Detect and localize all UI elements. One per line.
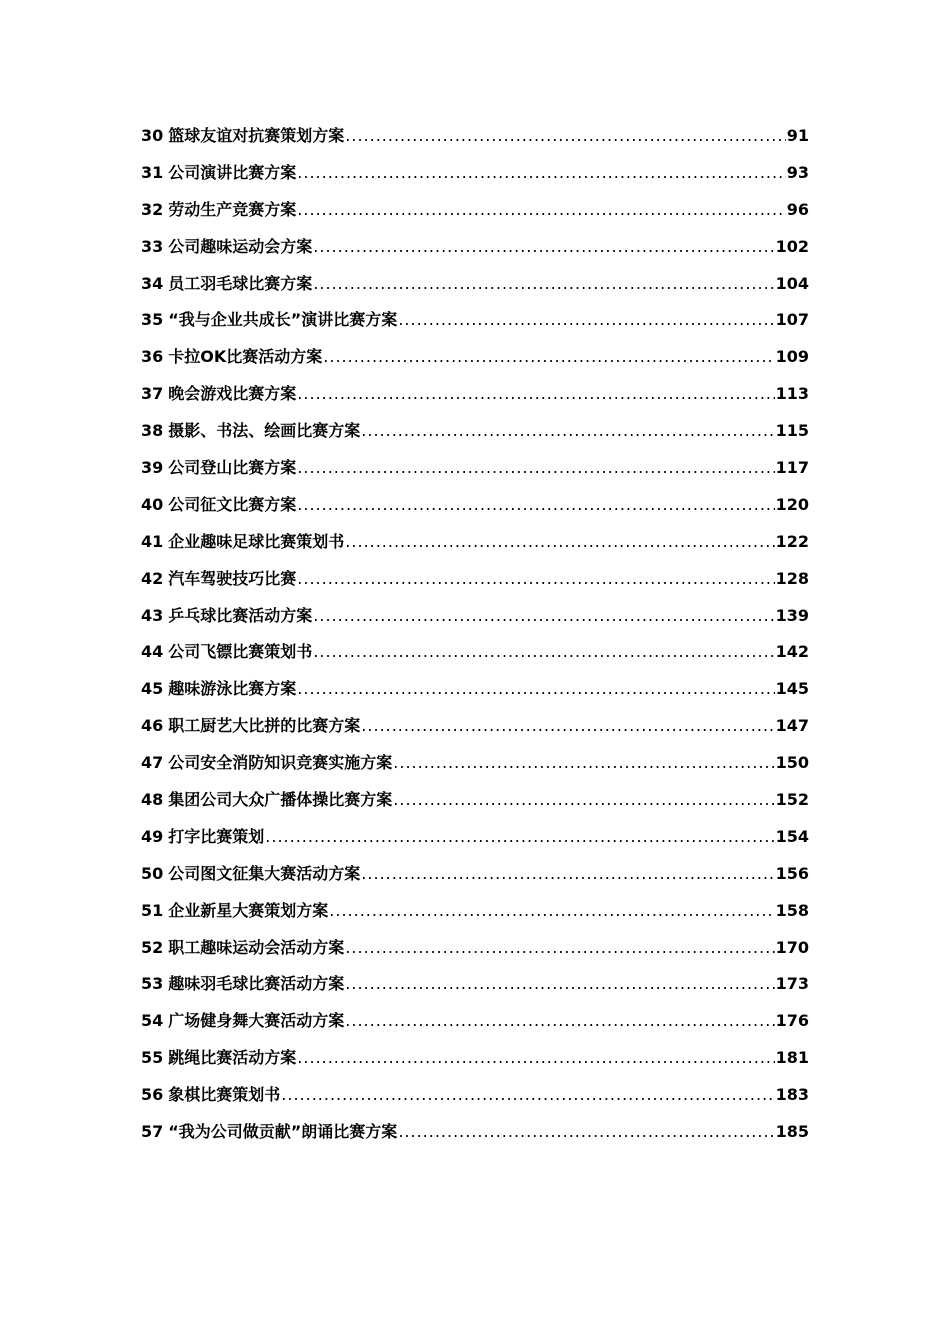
toc-entry-title: 趣味羽毛球比赛活动方案	[168, 974, 345, 994]
toc-entry[interactable]	[141, 419, 809, 456]
toc-dot-leader	[313, 604, 774, 628]
toc-entry-page-number: 156	[775, 863, 809, 883]
toc-entry-title: 乒乓球比赛活动方案	[168, 605, 313, 625]
toc-entry[interactable]	[141, 714, 809, 751]
toc-dot-leader	[297, 567, 774, 591]
toc-entry[interactable]	[141, 456, 809, 493]
toc-entry-title: 广场健身舞大赛活动方案	[168, 1011, 345, 1031]
toc-dot-leader	[297, 456, 774, 480]
toc-dot-leader	[297, 493, 774, 517]
toc-entry[interactable]	[141, 972, 809, 1009]
toc-entry-title: 公司图文征集大赛活动方案	[168, 863, 361, 883]
toc-entry-page-number: 154	[775, 826, 809, 846]
toc-entry-title: 打字比赛策划	[168, 826, 265, 846]
toc-entry-page-number: 176	[775, 1011, 809, 1031]
toc-entry-title: 公司安全消防知识竞赛实施方案	[168, 753, 393, 773]
toc-dot-leader	[393, 751, 774, 775]
toc-entry-number: 36	[141, 347, 164, 367]
toc-dot-leader	[297, 198, 785, 222]
toc-dot-leader	[281, 1083, 774, 1107]
toc-dot-leader	[345, 936, 774, 960]
toc-entry-page-number: 109	[775, 347, 809, 367]
toc-entry-number: 33	[141, 236, 164, 256]
toc-entry-number: 37	[141, 384, 164, 404]
toc-entry-number: 54	[141, 1011, 164, 1031]
toc-entry-title: 公司飞镖比赛策划书	[168, 642, 313, 662]
toc-entry-page-number: 117	[775, 458, 809, 478]
toc-entry-number: 50	[141, 863, 164, 883]
toc-entry-title: 企业新星大赛策划方案	[168, 900, 329, 920]
toc-entry-page-number: 158	[775, 900, 809, 920]
toc-entry[interactable]	[141, 825, 809, 862]
toc-entry[interactable]	[141, 862, 809, 899]
toc-entry-page-number: 107	[775, 310, 809, 330]
toc-entry[interactable]	[141, 308, 809, 345]
toc-entry-title: 公司演讲比赛方案	[168, 162, 297, 182]
toc-entry[interactable]	[141, 751, 809, 788]
toc-entry-page-number: 113	[775, 384, 809, 404]
toc-entry-page-number: 93	[786, 162, 809, 182]
toc-entry-title: 公司趣味运动会方案	[168, 236, 313, 256]
toc-entry-title: 跳绳比赛活动方案	[168, 1048, 297, 1068]
toc-entry-title: 集团公司大众广播体操比赛方案	[168, 790, 393, 810]
toc-entry-number: 51	[141, 900, 164, 920]
toc-entry-page-number: 142	[775, 642, 809, 662]
toc-entry-page-number: 139	[775, 605, 809, 625]
toc-entry-page-number: 96	[786, 199, 809, 219]
toc-entry-title: 劳动生产竞赛方案	[168, 199, 297, 219]
toc-entry-title: “我为公司做贡献”朗诵比赛方案	[168, 1122, 398, 1142]
toc-dot-leader	[297, 1046, 774, 1070]
toc-entry[interactable]	[141, 382, 809, 419]
toc-entry-page-number: 102	[775, 236, 809, 256]
toc-entry-title: 晚会游戏比赛方案	[168, 384, 297, 404]
toc-dot-leader	[265, 825, 774, 849]
toc-entry[interactable]	[141, 1120, 809, 1157]
toc-dot-leader	[345, 124, 785, 148]
toc-entry[interactable]	[141, 1046, 809, 1083]
toc-entry-number: 57	[141, 1122, 164, 1142]
table-of-contents	[141, 124, 809, 1157]
toc-entry[interactable]	[141, 345, 809, 382]
toc-entry-title: 公司登山比赛方案	[168, 458, 297, 478]
toc-dot-leader	[345, 530, 774, 554]
toc-entry[interactable]	[141, 198, 809, 235]
toc-dot-leader	[361, 419, 774, 443]
toc-entry[interactable]	[141, 161, 809, 198]
toc-dot-leader	[323, 345, 774, 369]
toc-dot-leader	[398, 308, 774, 332]
toc-entry-page-number: 173	[775, 974, 809, 994]
toc-entry-number: 39	[141, 458, 164, 478]
toc-dot-leader	[313, 272, 774, 296]
toc-entry[interactable]	[141, 235, 809, 272]
toc-entry[interactable]	[141, 124, 809, 161]
toc-entry-number: 53	[141, 974, 164, 994]
toc-entry-page-number: 170	[775, 937, 809, 957]
toc-entry-number: 49	[141, 826, 164, 846]
toc-entry[interactable]	[141, 1009, 809, 1046]
toc-entry-number: 40	[141, 494, 164, 514]
toc-entry-page-number: 150	[775, 753, 809, 773]
toc-entry-page-number: 145	[775, 679, 809, 699]
toc-dot-leader	[398, 1120, 774, 1144]
toc-dot-leader	[313, 640, 774, 664]
toc-entry-title: 企业趣味足球比赛策划书	[168, 531, 345, 551]
toc-dot-leader	[297, 161, 785, 185]
toc-entry-title: 篮球友谊对抗赛策划方案	[168, 126, 345, 145]
toc-entry-number: 48	[141, 790, 164, 810]
toc-entry-page-number: 91	[786, 126, 809, 145]
toc-entry-number: 47	[141, 753, 164, 773]
toc-entry-number: 38	[141, 421, 164, 441]
toc-entry-title: 象棋比赛策划书	[168, 1085, 281, 1105]
toc-entry[interactable]	[141, 493, 809, 530]
toc-entry[interactable]	[141, 530, 809, 567]
toc-entry-page-number: 183	[775, 1085, 809, 1105]
toc-entry-number: 35	[141, 310, 164, 330]
toc-entry[interactable]	[141, 272, 809, 309]
toc-entry-page-number: 152	[775, 790, 809, 810]
toc-entry-number: 34	[141, 273, 164, 293]
toc-dot-leader	[361, 714, 774, 738]
toc-dot-leader	[361, 862, 774, 886]
toc-entry-number: 43	[141, 605, 164, 625]
toc-entry-page-number: 104	[775, 273, 809, 293]
toc-entry-page-number: 185	[775, 1122, 809, 1142]
toc-entry-number: 45	[141, 679, 164, 699]
toc-entry-page-number: 122	[775, 531, 809, 551]
toc-entry-page-number: 128	[775, 568, 809, 588]
toc-entry-number: 52	[141, 937, 164, 957]
toc-entry-page-number: 147	[775, 716, 809, 736]
toc-entry-number: 55	[141, 1048, 164, 1068]
toc-entry-title: 职工厨艺大比拼的比赛方案	[168, 716, 361, 736]
toc-entry-number: 42	[141, 568, 164, 588]
toc-entry[interactable]	[141, 604, 809, 641]
toc-dot-leader	[329, 899, 774, 923]
toc-entry-title: 汽车驾驶技巧比赛	[168, 568, 297, 588]
toc-dot-leader	[393, 788, 774, 812]
toc-entry[interactable]	[141, 1083, 809, 1120]
toc-entry[interactable]	[141, 936, 809, 973]
toc-dot-leader	[313, 235, 774, 259]
toc-entry-title: 职工趣味运动会活动方案	[168, 937, 345, 957]
toc-entry-page-number: 120	[775, 494, 809, 514]
toc-entry-number: 44	[141, 642, 164, 662]
toc-entry-title: “我与企业共成长”演讲比赛方案	[168, 310, 398, 330]
toc-dot-leader	[297, 677, 774, 701]
toc-dot-leader	[297, 382, 774, 406]
toc-entry[interactable]	[141, 640, 809, 677]
toc-entry-title: 趣味游泳比赛方案	[168, 679, 297, 699]
toc-entry-title: 卡拉OK比赛活动方案	[168, 347, 323, 367]
toc-entry-title: 摄影、书法、绘画比赛方案	[168, 421, 361, 441]
toc-entry[interactable]	[141, 677, 809, 714]
toc-entry-number: 41	[141, 531, 164, 551]
toc-dot-leader	[345, 1009, 774, 1033]
toc-entry-number: 30	[141, 126, 164, 145]
toc-entry-page-number: 115	[775, 421, 809, 441]
toc-entry-number: 46	[141, 716, 164, 736]
toc-entry-number: 32	[141, 199, 164, 219]
toc-dot-leader	[345, 972, 774, 996]
toc-entry-page-number: 181	[775, 1048, 809, 1068]
toc-entry-title: 公司征文比赛方案	[168, 494, 297, 514]
toc-entry[interactable]	[141, 899, 809, 936]
toc-entry-number: 31	[141, 162, 164, 182]
toc-entry-title: 员工羽毛球比赛方案	[168, 273, 313, 293]
toc-entry[interactable]	[141, 567, 809, 604]
toc-entry-number: 56	[141, 1085, 164, 1105]
toc-entry[interactable]	[141, 788, 809, 825]
